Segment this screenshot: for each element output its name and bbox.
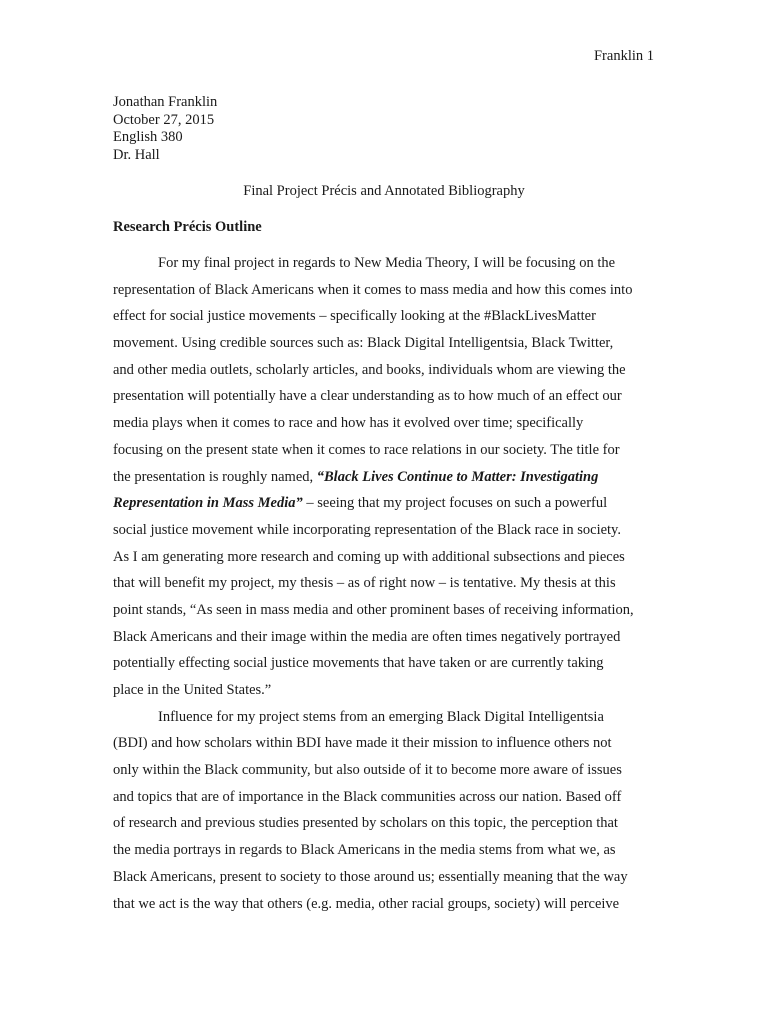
text-line: the media portrays in regards to Black Americans in the media stems from what we, as bbox=[113, 842, 616, 859]
text-line: of research and previous studies presented by scholars on this topic, the perception that bbox=[113, 815, 618, 832]
text-line: (BDI) and how scholars within BDI have made it their mission to influence others not bbox=[113, 735, 612, 752]
text-line: social justice movement while incorporating representation of the Black race in society. bbox=[113, 521, 621, 538]
text-line: that will benefit my project, my thesis – as of right now – is tentative. My thesis at this bbox=[113, 575, 616, 592]
text-line: effect for social justice movements – specifically looking at the #BlackLivesMatter bbox=[113, 308, 596, 325]
text-line: and other media outlets, scholarly articles, and books, individuals whom are viewing the bbox=[113, 361, 626, 378]
running-head: Franklin 1 bbox=[593, 48, 654, 64]
text-line: presentation will potentially have a clear understanding as to how much of an effect our bbox=[113, 388, 622, 405]
text-line: point stands, “As seen in mass media and other prominent bases of receiving information, bbox=[113, 601, 634, 618]
text-line: As I am generating more research and coming up with additional subsections and pieces bbox=[113, 548, 625, 565]
text-line: media plays when it comes to race and how has it evolved over time; specifically bbox=[113, 415, 584, 432]
presentation-title-part-2: Representation in Mass Media” bbox=[113, 495, 303, 512]
body-text bbox=[113, 253, 673, 920]
text-line: movement. Using credible sources such as: Black Digital Intelligentsia, Black Twitter, bbox=[113, 335, 614, 352]
text-line: and topics that are of importance in the Black communities across our nation. Based off bbox=[113, 788, 622, 805]
text-line: For my final project in regards to New Media Theory, I will be focusing on the bbox=[158, 255, 616, 271]
course-name: English 380 bbox=[113, 129, 183, 145]
section-heading: Research Précis Outline bbox=[113, 219, 262, 235]
text-line: potentially effecting social justice movements that have taken or are currently taking bbox=[113, 655, 604, 672]
text-segment: – seeing that my project focuses on such a powerful bbox=[302, 495, 608, 512]
author-name: Jonathan Franklin bbox=[113, 94, 218, 110]
document-title: Final Project Précis and Annotated Bibliography bbox=[243, 183, 525, 199]
instructor-name: Dr. Hall bbox=[113, 146, 160, 163]
text-line: Black Americans, present to society to those around us; essentially meaning that the way bbox=[113, 868, 628, 885]
text-line: representation of Black Americans when it comes to mass media and how this comes into bbox=[113, 281, 633, 298]
text-segment: the presentation is roughly named, bbox=[113, 468, 317, 485]
mla-heading bbox=[113, 94, 217, 164]
text-line: only within the Black community, but also outside of it to become more aware of issues bbox=[113, 762, 622, 779]
text-line: Influence for my project stems from an emerging Black Digital Intelligentsia bbox=[158, 708, 604, 725]
text-line: focusing on the present state when it comes to race relations in our society. The title for bbox=[113, 441, 620, 458]
text-line bbox=[113, 467, 673, 494]
text-line: Black Americans and their image within the media are often times negatively portrayed bbox=[113, 628, 621, 645]
presentation-title-part-1: “Black Lives Continue to Matter: Investigating bbox=[316, 468, 599, 485]
text-line bbox=[113, 493, 673, 520]
text-line: that we act is the way that others (e.g. media, other racial groups, society) will perceive bbox=[113, 895, 620, 912]
heading-date: October 27, 2015 bbox=[113, 111, 215, 128]
text-line: place in the United States.” bbox=[113, 682, 272, 698]
